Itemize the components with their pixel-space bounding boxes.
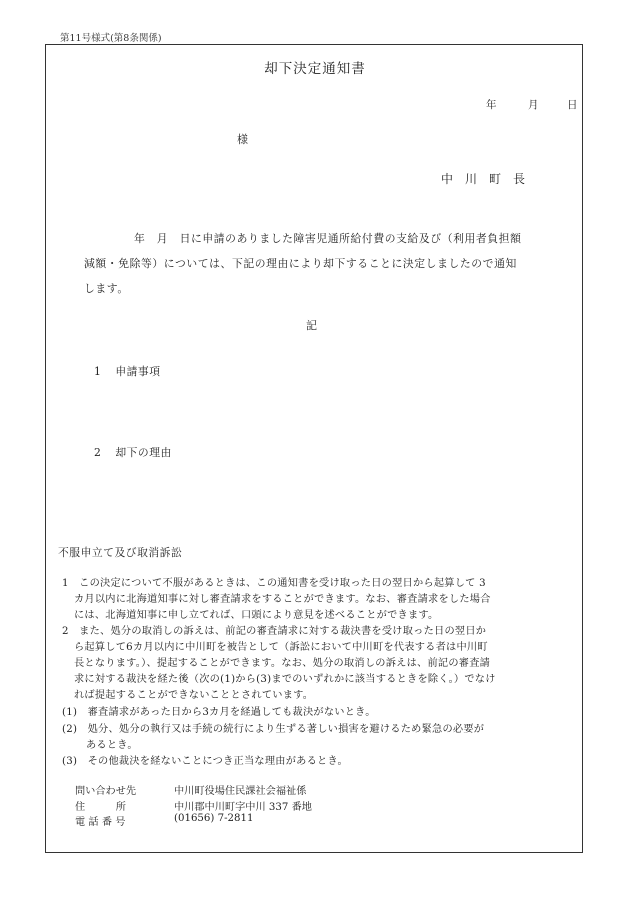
note-line: 2 また、処分の取消しの訴えは、前記の審査請求に対する裁決書を受け取った日の翌日か (62, 626, 487, 637)
contact-phone-label: 電 話 番 号 (75, 817, 126, 828)
addressee-suffix: 様 (237, 133, 248, 146)
body-line: 減額・免除等）については、下記の理由により却下することに決定しましたので通知 (84, 257, 517, 270)
item-number: 1 (94, 365, 102, 378)
note-line: あるとき。 (86, 740, 138, 751)
ki-heading: 記 (306, 319, 317, 332)
note-line: 求に対する裁決を経た後（次の(1)から(3)までのいずれかに該当するときを除く。）でなけ (74, 674, 496, 685)
document-title: 却下決定通知書 (264, 61, 366, 77)
note-line: (3) その他裁決を経ないことにつき正当な理由があるとき。 (62, 756, 348, 767)
contact-address-value: 中川郡中川町字中川 337 番地 (174, 802, 312, 813)
item-application-matter (94, 364, 161, 379)
issuer-name: 中川町長 (441, 172, 538, 186)
date-month: 月 (528, 99, 539, 111)
note-line: ら起算して6カ月以内に中川町を被告として（訴訟において中川町を代表する者は中川町 (74, 642, 488, 653)
body-line: します。 (84, 282, 129, 295)
note-line: カ月以内に北海道知事に対し審査請求をすることができます。なお、審査請求をした場合 (74, 594, 491, 605)
contact-phone-value: (01656) 7‐2811 (174, 813, 254, 824)
item-number: 2 (94, 446, 102, 459)
item-label: 申請事項 (115, 365, 161, 378)
date-day: 日 (567, 99, 578, 111)
note-line: れば提起することができないこととされています。 (74, 690, 314, 701)
contact-inquiry-value: 中川町役場住民課社会福祉係 (174, 786, 307, 797)
body-line: 年 月 日に申請のありました障害児通所給付費の支給及び（利用者負担額 (134, 232, 522, 245)
note-line: 長となります。）、提起することができます。なお、処分の取消しの訴えは、前記の審査請 (74, 658, 491, 669)
contact-inquiry-label: 問い合わせ先 (75, 786, 137, 797)
note-line: (2) 処分、処分の執行又は手続の続行により生ずる著しい損害を避けるため緊急の必要が (62, 724, 485, 735)
form-number: 第11号様式(第8条関係) (60, 33, 162, 44)
item-label: 却下の理由 (115, 446, 172, 459)
appeal-heading: 不服申立て及び取消訴訟 (58, 546, 183, 559)
date-year: 年 (486, 99, 497, 111)
item-rejection-reason (94, 445, 172, 460)
note-line: 1 この決定について不服があるときは、この通知書を受け取った日の翌日から起算して 3 (62, 578, 486, 589)
note-line: (1) 審査請求があった日から3カ月を経過しても裁決がないとき。 (62, 707, 376, 718)
note-line: には、北海道知事に申し立てれば、口頭により意見を述べることができます。 (74, 610, 439, 621)
contact-address-label: 住 所 (75, 802, 126, 813)
